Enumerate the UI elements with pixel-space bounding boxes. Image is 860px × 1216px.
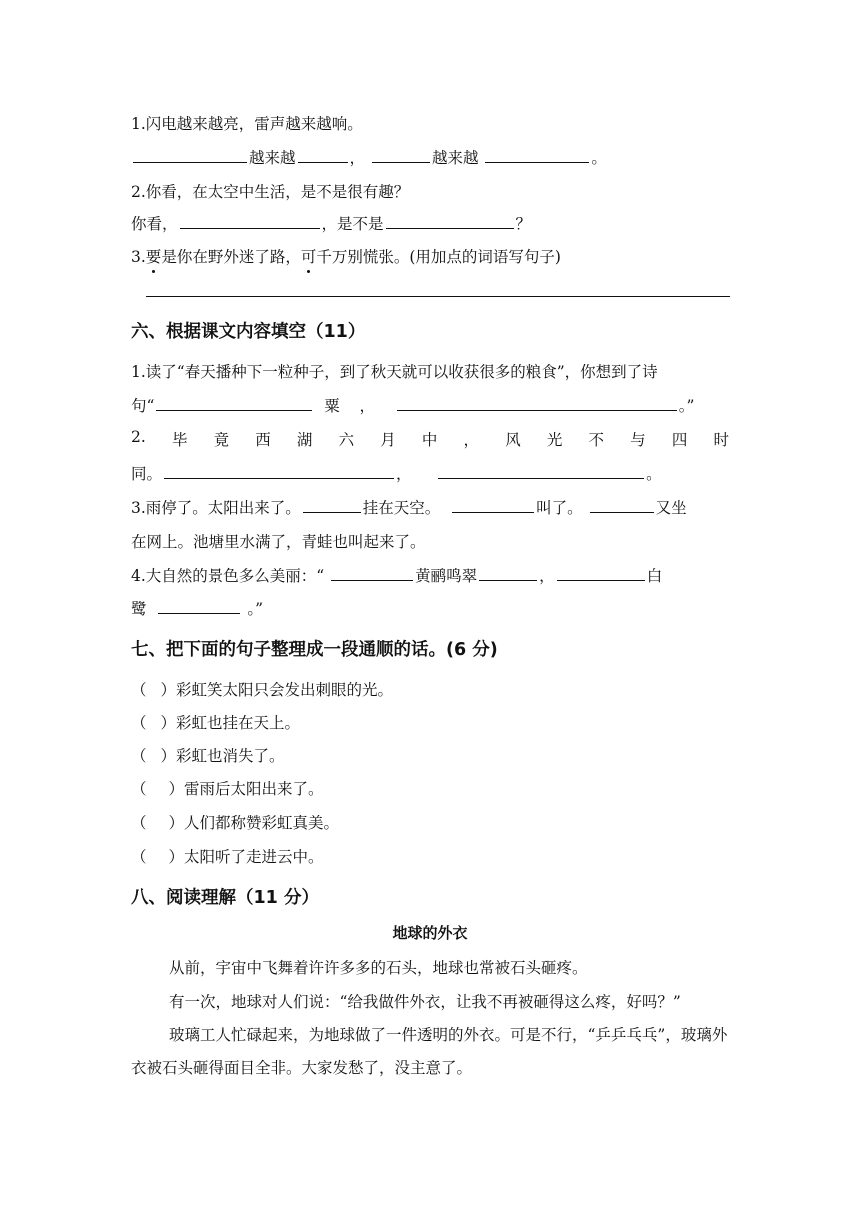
question-text: ， (396, 465, 412, 483)
question-text: 是你在野外迷了路， (161, 248, 301, 266)
ordering-item-text: 雷雨后太阳出来了。 (184, 780, 324, 798)
spaced-char: 2. (131, 428, 146, 446)
ordering-item[interactable] (131, 711, 300, 733)
question-6-2-line-2 (131, 462, 662, 484)
spaced-char: 月 (380, 431, 396, 449)
order-bracket-open: （ (131, 780, 147, 798)
answer-text: 。 (591, 149, 607, 167)
question-text: 同。 (131, 465, 163, 483)
question-5-3 (131, 245, 561, 267)
ordering-item[interactable] (131, 744, 285, 766)
ordering-item-text: 彩虹也挂在天上。 (176, 714, 301, 732)
blank[interactable] (158, 612, 240, 614)
order-bracket-close: ） (160, 747, 177, 765)
question-text: 1.闪电越来越亮，雷声越来越响。 (131, 115, 363, 133)
order-bracket-close: ） (168, 814, 185, 832)
answer-text: 越来越 (249, 149, 296, 167)
question-text: 粟 (324, 397, 340, 415)
answer-text: 越来越 (431, 149, 479, 167)
blank[interactable] (485, 161, 589, 163)
ordering-item[interactable] (131, 777, 324, 799)
reading-paragraph-3: 玻璃工人忙碌起来，为地球做了一件透明的外衣。可是不行，“乒乒乓乓”，玻璃外衣被石头砸得面目全非。大家发愁了，没主意了。 (131, 1026, 728, 1077)
question-text: 2.你看，在太空中生活，是不是很有趣？ (131, 183, 410, 201)
question-5-1 (131, 112, 363, 134)
section-7-heading: 七、把下面的句子整理成一段通顺的话。(6 分) (131, 640, 498, 660)
order-bracket-close: ） (168, 780, 185, 798)
question-text: 挂在天空。 (362, 499, 441, 517)
blank[interactable] (331, 579, 413, 581)
spaced-char: 毕 (171, 431, 188, 449)
question-text: 白 (646, 567, 663, 585)
ordering-item[interactable] (131, 845, 324, 867)
question-text: 黄鹂鸣翠 (415, 567, 478, 585)
question-6-1-line-2 (131, 394, 694, 416)
emphasis-dot-char: 可 (301, 245, 317, 267)
reading-paragraph-2: 有一次，地球对人们说：“给我做件外衣，让我不再被砸得这么疼，好吗？” (169, 993, 681, 1011)
blank[interactable] (372, 161, 430, 163)
question-number: 3. (131, 248, 146, 266)
answer-text: ，是不是 (321, 215, 384, 233)
blank[interactable] (156, 409, 312, 411)
question-text: 。 (646, 465, 662, 483)
blank[interactable] (452, 511, 534, 513)
question-text: 又坐 (655, 499, 687, 517)
spaced-char: 竟 (213, 431, 230, 449)
answer-text: 你看， (131, 215, 178, 233)
order-bracket-open: （ (131, 714, 147, 732)
question-6-1-line-1 (131, 360, 658, 382)
blank[interactable] (479, 579, 537, 581)
order-bracket-open: （ (131, 681, 147, 699)
spaced-char: 风 (505, 431, 521, 449)
ordering-item-text: 彩虹笑太阳只会发出刺眼的光。 (176, 681, 394, 699)
question-6-4-line-1 (131, 564, 662, 586)
blank[interactable] (386, 227, 514, 229)
order-bracket-close: ） (160, 681, 177, 699)
blank[interactable] (397, 409, 677, 411)
spaced-char: 与 (630, 431, 646, 449)
blank[interactable] (590, 511, 654, 513)
question-text: 千万别慌张。(用加点的词语写句子) (316, 248, 561, 266)
blank[interactable] (303, 511, 361, 513)
question-text: ， (539, 567, 555, 585)
order-bracket-close: ） (160, 714, 177, 732)
reading-paragraph-1: 从前，宇宙中飞舞着许许多多的石头，地球也常被石头砸疼。 (169, 959, 588, 977)
answer-text: ？ (515, 215, 532, 233)
answer-line-5-1 (131, 146, 607, 168)
spaced-char: 西 (255, 431, 271, 449)
question-text: 鹭 (131, 600, 147, 618)
question-text: 。” (678, 397, 695, 415)
answer-rule[interactable] (146, 296, 730, 297)
spaced-char: 六 (338, 431, 355, 449)
answer-line-5-2 (131, 212, 531, 234)
spaced-char: 湖 (296, 431, 313, 449)
ordering-item[interactable] (131, 811, 339, 833)
question-text: 4.大自然的景色多么美丽：“ (131, 567, 325, 585)
question-5-2 (131, 180, 409, 202)
question-6-3-line-2 (131, 530, 426, 552)
ordering-item-text: 太阳听了走进云中。 (184, 848, 324, 866)
section-6-heading: 六、根据课文内容填空（11） (131, 322, 366, 342)
question-text: 句“ (131, 397, 155, 415)
spaced-char: 中 (421, 431, 438, 449)
blank[interactable] (557, 579, 645, 581)
blank[interactable] (298, 161, 348, 163)
order-bracket-close: ） (168, 848, 185, 866)
answer-text: ， (349, 149, 366, 167)
blank[interactable] (180, 227, 320, 229)
question-6-4-line-2 (131, 597, 263, 619)
spaced-char: 光 (546, 431, 563, 449)
question-text: 1.读了“春天播种下一粒种子，到了秋天就可以收获很多的粮食”，你想到了诗 (131, 363, 658, 381)
blank[interactable] (133, 161, 247, 163)
ordering-item-text: 彩虹也消失了。 (176, 747, 285, 765)
blank[interactable] (164, 477, 394, 479)
question-text: 3.雨停了。太阳出来了。 (131, 499, 301, 517)
ordering-item-text: 人们都称赞彩虹真美。 (184, 814, 340, 832)
order-bracket-open: （ (131, 814, 147, 832)
question-text: 叫了。 (536, 499, 583, 517)
spaced-char: 时 (713, 431, 729, 449)
question-text: ， (359, 397, 376, 415)
spaced-char: 四 (671, 431, 688, 449)
question-text: 在网上。池塘里水满了，青蛙也叫起来了。 (131, 533, 426, 551)
section-8-heading: 八、阅读理解（11 分） (131, 888, 319, 908)
order-bracket-open: （ (131, 848, 147, 866)
question-text: 。” (247, 600, 263, 618)
question-6-2-line-1 (131, 428, 729, 450)
ordering-item[interactable] (131, 678, 393, 700)
emphasis-dot-char: 要 (146, 245, 162, 267)
blank[interactable] (438, 477, 644, 479)
spaced-char: 不 (588, 431, 605, 449)
spaced-char: ， (463, 431, 480, 449)
question-6-3-line-1 (131, 496, 687, 518)
order-bracket-open: （ (131, 747, 147, 765)
reading-title: 地球的外衣 (392, 924, 468, 942)
